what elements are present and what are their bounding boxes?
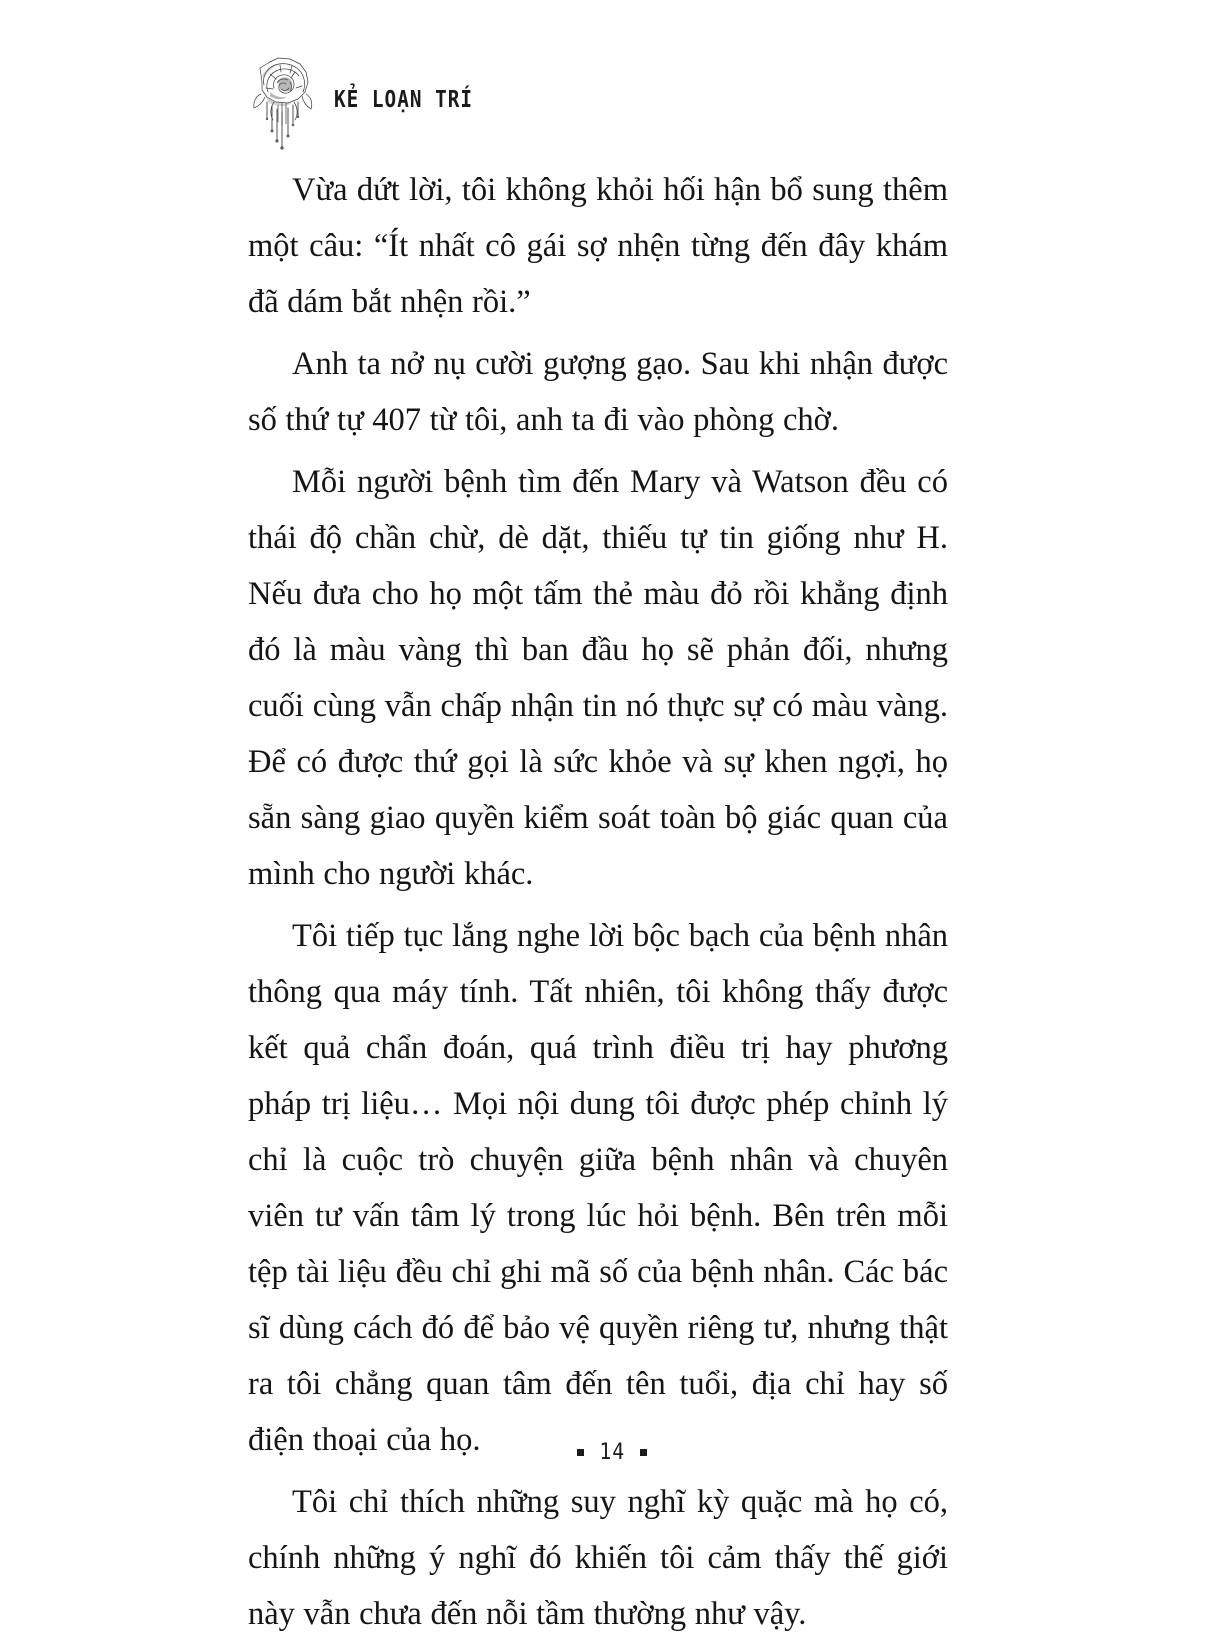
- square-bullet-icon: [640, 1449, 647, 1456]
- paragraph: Mỗi người bệnh tìm đến Mary và Watson đều có thái độ chần chừ, dè dặt, thiếu tự tin giống như H. Nếu đưa cho họ một tấm thẻ màu đỏ rồi khẳng định đó là màu vàng thì ban đầu họ sẽ phản đối, nhưng cuối cùng vẫn chấp nhận tin nó thực sự có màu vàng. Để có được thứ gọi là sức khỏe và sự khen ngợi, họ sẵn sàng giao quyền kiểm soát toàn bộ giác quan của mình cho người khác.: [248, 464, 948, 892]
- body-text-column: [248, 162, 948, 1642]
- running-header: [248, 52, 500, 152]
- paragraph: Tôi tiếp tục lắng nghe lời bộc bạch của bệnh nhân thông qua máy tính. Tất nhiên, tôi không thấy được kết quả chẩn đoán, quá trình điều trị hay phương pháp trị liệu… Mọi nội dung tôi được phép chỉnh lý chỉ là cuộc trò chuyện giữa bệnh nhân và chuyên viên tư vấn tâm lý trong lúc hỏi bệnh. Bên trên mỗi tệp tài liệu đều chỉ ghi mã số của bệnh nhân. Các bác sĩ dùng cách đó để bảo vệ quyền riêng tư, nhưng thật ra tôi chẳng quan tâm đến tên tuổi, địa chỉ hay số điện thoại của họ.: [248, 918, 948, 1458]
- page-footer: [0, 1440, 1224, 1465]
- paragraph: Vừa dứt lời, tôi không khỏi hối hận bổ sung thêm một câu: “Ít nhất cô gái sợ nhện từng đến đây khám đã dám bắt nhện rồi.”: [248, 172, 948, 320]
- rose-sketch-icon: [248, 52, 320, 152]
- paragraph: Tôi chỉ thích những suy nghĩ kỳ quặc mà họ có, chính những ý nghĩ đó khiến tôi cảm thấy thế giới này vẫn chưa đến nỗi tầm thường như vậy.: [248, 1484, 948, 1632]
- page-number: 14: [599, 1440, 625, 1465]
- square-bullet-icon: [577, 1449, 584, 1456]
- book-title: KẺ LOẠN TRÍ: [334, 86, 474, 114]
- paragraph: Anh ta nở nụ cười gượng gạo. Sau khi nhận được số thứ tự 407 từ tôi, anh ta đi vào phòng chờ.: [248, 346, 948, 438]
